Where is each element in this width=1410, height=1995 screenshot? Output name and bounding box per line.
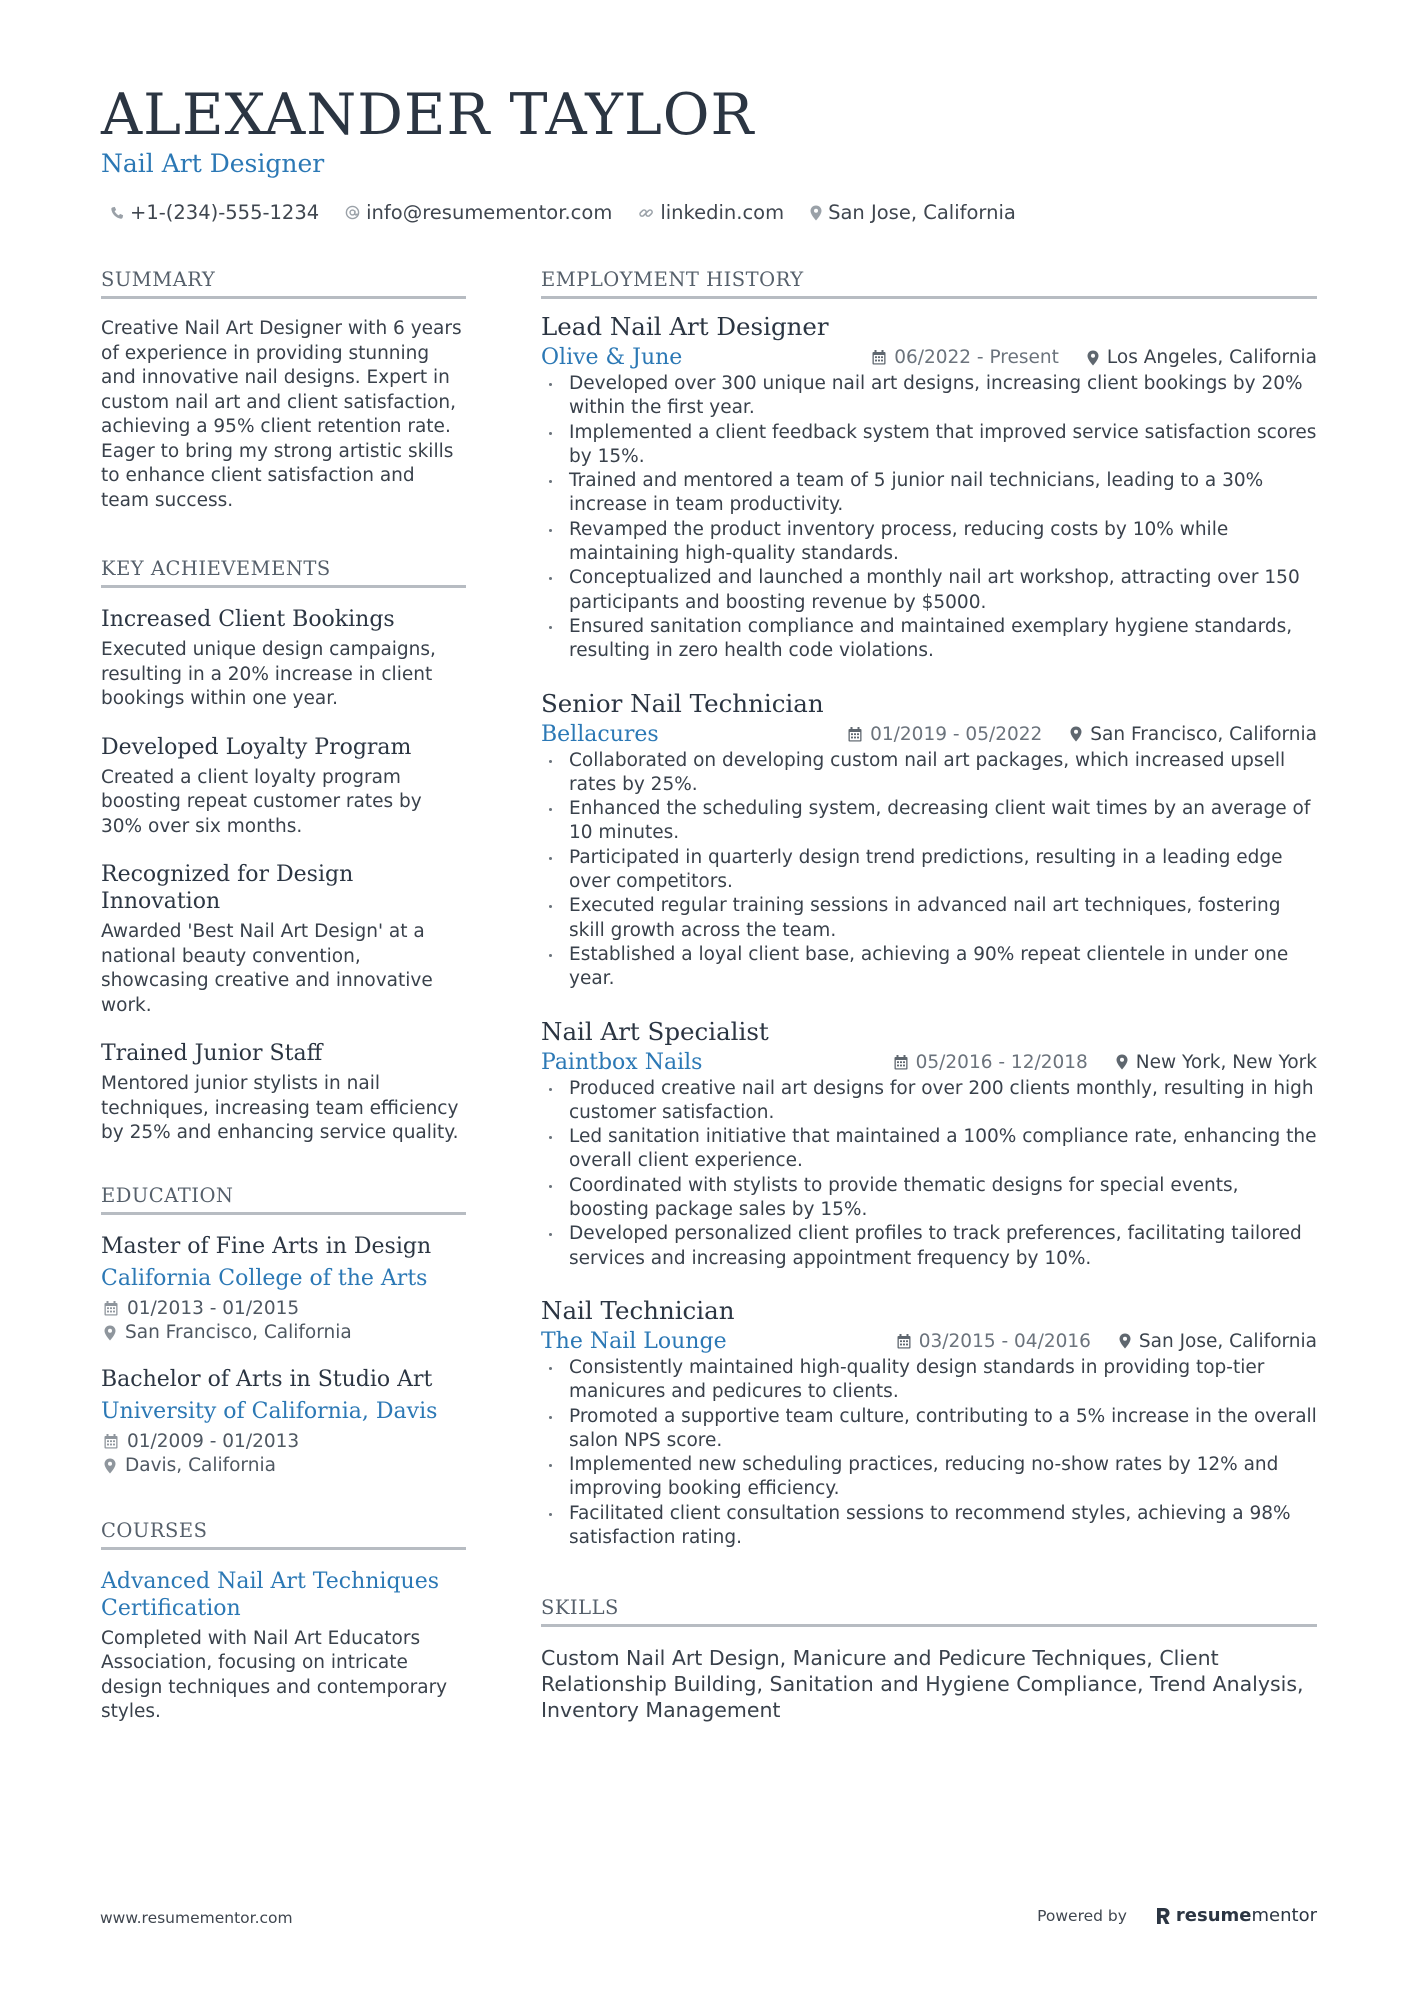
achievement-item xyxy=(101,734,466,840)
achievements-section xyxy=(101,557,466,1146)
bullet-item: Participated in quarterly design trend predictions, resulting in a leading edge over competitors. xyxy=(541,846,1317,895)
employment-heading: EMPLOYMENT HISTORY xyxy=(541,268,1317,299)
location-text: Los Angeles, California xyxy=(1106,347,1317,368)
skills-text: Custom Nail Art Design, Manicure and Pedicure Techniques, Client Relationship Building, Sanitation and Hygiene Compliance, Trend Analysis, Inventory Management xyxy=(541,1646,1304,1723)
course-item xyxy=(101,1568,466,1725)
linkedin-text: linkedin.com xyxy=(660,201,785,224)
bullet-item: Implemented a client feedback system that improved service satisfaction scores by 15%. xyxy=(541,421,1317,470)
location-pin-icon xyxy=(104,1325,116,1341)
job-meta xyxy=(894,1052,1317,1073)
job-dates xyxy=(848,724,1042,745)
achievement-title: Increased Client Bookings xyxy=(101,607,395,632)
job-entry xyxy=(541,1295,1317,1550)
achievement-text: Executed unique design campaigns, resulting in a 20% increase in client bookings within one year. xyxy=(101,639,436,709)
candidate-name: ALEXANDER TAYLOR xyxy=(101,82,755,148)
location-text: San Francisco, California xyxy=(1090,723,1317,745)
bullet-item: Established a loyal client base, achieving a 90% repeat clientele in under one year. xyxy=(541,943,1317,992)
contact-location xyxy=(810,201,1016,224)
job-location xyxy=(1116,1052,1317,1073)
job-dates xyxy=(894,1052,1088,1073)
job-entry xyxy=(541,688,1317,992)
achievement-text: Mentored junior stylists in nail techniques, increasing team efficiency by 25% and enhancing service quality. xyxy=(101,1073,459,1143)
brand-logo[interactable] xyxy=(1155,1905,1317,1926)
dates-text: 01/2013 - 01/2015 xyxy=(127,1297,300,1319)
job-location xyxy=(1070,724,1317,745)
calendar-icon xyxy=(104,1301,118,1316)
degree-title: Master of Fine Arts in Design xyxy=(101,1233,432,1259)
bullet-item: Executed regular training sessions in advanced nail art techniques, fostering skill growth across the team. xyxy=(541,894,1317,943)
location-pin-icon xyxy=(1087,350,1099,366)
location-pin-icon xyxy=(104,1458,116,1474)
contact-phone[interactable] xyxy=(110,201,319,224)
location-text: San Jose, California xyxy=(828,201,1016,224)
bullet-item: Led sanitation initiative that maintained a 100% compliance rate, enhancing the overall client experience. xyxy=(541,1125,1317,1174)
bullet-item: Promoted a supportive team culture, contributing to a 5% increase in the overall salon NPS score. xyxy=(541,1405,1317,1454)
contact-linkedin[interactable] xyxy=(638,201,784,224)
school-name: University of California, Davis xyxy=(101,1398,438,1424)
bullet-item: Revamped the product inventory process, reducing costs by 10% while maintaining high-quality standards. xyxy=(541,518,1317,567)
school-name: California College of the Arts xyxy=(101,1265,428,1291)
achievement-title: Developed Loyalty Program xyxy=(101,734,412,760)
phone-text: +1-(234)-555-1234 xyxy=(130,201,320,224)
bullet-item: Implemented new scheduling practices, reducing no-show rates by 12% and improving booking efficiency. xyxy=(541,1453,1317,1502)
job-entry xyxy=(541,311,1317,664)
powered-by-text: Powered by xyxy=(1037,1906,1127,1925)
email-text: info@resumementor.com xyxy=(366,201,613,224)
candidate-role: Nail Art Designer xyxy=(101,149,325,178)
phone-icon xyxy=(110,206,124,220)
education-heading: EDUCATION xyxy=(101,1184,466,1215)
job-bullets xyxy=(541,1077,1317,1271)
job-meta-row xyxy=(541,1050,1317,1075)
achievement-text: Created a client loyalty program boosting repeat customer rates by 30% over six months. xyxy=(101,766,422,837)
dates-text: 03/2015 - 04/2016 xyxy=(918,1330,1091,1352)
calendar-icon xyxy=(897,1334,911,1349)
link-icon xyxy=(638,205,654,221)
location-pin-icon xyxy=(810,205,822,221)
job-title: Nail Art Specialist xyxy=(541,1016,769,1046)
dates-text: 01/2019 - 05/2022 xyxy=(870,723,1043,745)
at-icon xyxy=(345,205,360,220)
brand-name-light: mentor xyxy=(1251,1905,1317,1926)
education-section xyxy=(101,1184,466,1479)
job-bullets xyxy=(541,1356,1317,1550)
company-name: Paintbox Nails xyxy=(541,1049,703,1075)
summary-text: Creative Nail Art Designer with 6 years of experience in providing stunning and innovative nail designs. Expert in custom nail art and client satisfaction, achieving a 95% client retention rate. Eager to bring my strong artistic skills to enhance client satisfaction and team success. xyxy=(101,318,462,511)
job-meta xyxy=(848,724,1317,745)
skills-section xyxy=(541,1596,1317,1723)
course-text: Completed with Nail Art Educators Association, focusing on intricate design techniques and contemporary styles. xyxy=(101,1627,448,1722)
left-column xyxy=(101,268,466,1725)
job-entry xyxy=(541,1016,1317,1271)
resumementor-logo-icon xyxy=(1155,1906,1171,1926)
achievement-text: Awarded 'Best Nail Art Design' at a national beauty convention, showcasing creative and innovative work. xyxy=(101,921,433,1016)
company-name: Olive & June xyxy=(541,345,683,370)
job-bullets xyxy=(541,372,1317,664)
job-meta-row xyxy=(541,722,1317,747)
bullet-item: Ensured sanitation compliance and maintained exemplary hygiene standards, resulting in zero health code violations. xyxy=(541,615,1317,664)
bullet-item: Collaborated on developing custom nail art packages, which increased upsell rates by 25%. xyxy=(541,749,1317,798)
courses-heading: COURSES xyxy=(101,1519,466,1550)
calendar-icon xyxy=(104,1434,118,1449)
job-location xyxy=(1119,1331,1317,1352)
courses-section xyxy=(101,1519,466,1725)
bullet-item: Produced creative nail art designs for over 200 clients monthly, resulting in high customer satisfaction. xyxy=(541,1077,1317,1126)
contact-email[interactable] xyxy=(345,201,612,224)
bullet-item: Developed over 300 unique nail art designs, increasing client bookings by 20% within the first year. xyxy=(541,372,1317,421)
education-location xyxy=(101,1321,466,1346)
education-dates xyxy=(101,1297,466,1322)
job-meta xyxy=(872,347,1317,368)
dates-text: 05/2016 - 12/2018 xyxy=(915,1051,1088,1073)
education-item xyxy=(101,1233,466,1346)
calendar-icon xyxy=(872,350,886,365)
bullet-item: Facilitated client consultation sessions to recommend styles, achieving a 98% satisfaction rating. xyxy=(541,1502,1317,1551)
education-item xyxy=(101,1366,466,1479)
job-bullets xyxy=(541,749,1317,992)
right-column xyxy=(541,268,1317,1723)
location-text: New York, New York xyxy=(1135,1051,1317,1073)
job-dates xyxy=(872,347,1059,368)
bullet-item: Trained and mentored a team of 5 junior nail technicians, leading to a 30% increase in team productivity. xyxy=(541,469,1317,518)
company-name: The Nail Lounge xyxy=(541,1328,727,1354)
calendar-icon xyxy=(894,1055,908,1070)
job-title: Lead Nail Art Designer xyxy=(541,312,829,341)
dates-text: 06/2022 - Present xyxy=(894,347,1059,368)
bullet-item: Conceptualized and launched a monthly nail art workshop, attracting over 150 participants and boosting revenue by $5000. xyxy=(541,566,1317,615)
footer-website[interactable]: www.resumementor.com xyxy=(100,1909,293,1927)
dates-text: 01/2009 - 01/2013 xyxy=(127,1430,300,1452)
achievement-item xyxy=(101,861,466,1018)
job-title: Nail Technician xyxy=(541,1295,735,1325)
education-dates xyxy=(101,1430,466,1455)
bullet-item: Consistently maintained high-quality design standards in providing top-tier manicures and pedicures to clients. xyxy=(541,1356,1317,1405)
job-location xyxy=(1087,347,1317,368)
location-text: San Jose, California xyxy=(1138,1330,1317,1352)
skills-heading: SKILLS xyxy=(541,1596,1317,1627)
location-pin-icon xyxy=(1116,1054,1128,1070)
summary-heading: SUMMARY xyxy=(101,268,466,299)
job-meta-row xyxy=(541,1329,1317,1354)
bullet-item: Developed personalized client profiles to track preferences, facilitating tailored services and increasing appointment frequency by 10%. xyxy=(541,1222,1317,1271)
contact-bar xyxy=(110,201,1042,224)
brand-name-bold: resume xyxy=(1175,1905,1252,1926)
job-dates xyxy=(897,1331,1091,1352)
achievement-title: Trained Junior Staff xyxy=(101,1041,323,1066)
summary-section xyxy=(101,268,466,513)
location-pin-icon xyxy=(1070,726,1082,742)
achievement-title: Recognized for Design Innovation xyxy=(101,862,354,914)
bullet-item: Enhanced the scheduling system, decreasing client wait times by an average of 10 minutes. xyxy=(541,797,1317,846)
achievement-item xyxy=(101,606,466,712)
location-text: San Francisco, California xyxy=(125,1322,352,1343)
location-text: Davis, California xyxy=(125,1455,276,1476)
job-title: Senior Nail Technician xyxy=(541,688,824,718)
calendar-icon xyxy=(848,727,862,742)
employment-section xyxy=(541,268,1317,1550)
footer-branding xyxy=(1037,1905,1317,1926)
job-meta xyxy=(897,1331,1317,1352)
location-pin-icon xyxy=(1119,1333,1131,1349)
achievement-item xyxy=(101,1040,466,1146)
job-meta-row xyxy=(541,345,1317,370)
education-location xyxy=(101,1454,466,1479)
bullet-item: Coordinated with stylists to provide thematic designs for special events, boosting package sales by 15%. xyxy=(541,1174,1317,1223)
degree-title: Bachelor of Arts in Studio Art xyxy=(101,1366,433,1392)
course-title: Advanced Nail Art Techniques Certification xyxy=(101,1568,440,1621)
achievements-heading: KEY ACHIEVEMENTS xyxy=(101,557,466,588)
company-name: Bellacures xyxy=(541,721,659,747)
